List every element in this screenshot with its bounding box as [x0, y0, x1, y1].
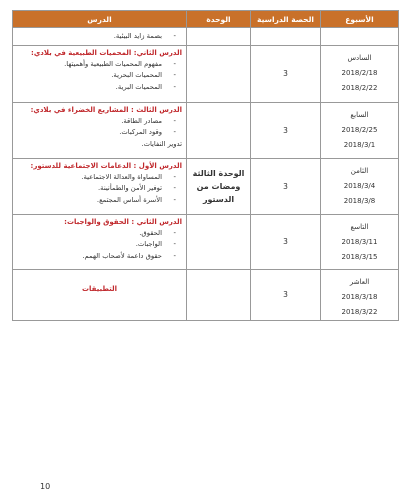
- sessions-cell: 3: [251, 158, 321, 214]
- unit-header: الوحدة: [187, 11, 251, 28]
- unit-cell: [187, 214, 251, 269]
- week-name: العاشر: [349, 277, 370, 286]
- week-start-date: 2018/3/4: [343, 181, 376, 190]
- lessons-header: الدرس: [13, 11, 187, 28]
- week-start-date: 2018/2/18: [341, 68, 378, 77]
- unit-cell: [187, 269, 251, 320]
- lesson-items: [17, 59, 182, 94]
- week-end-date: 2018/2/22: [341, 83, 378, 92]
- list-item: تدوير النفايات.: [141, 139, 182, 148]
- week-cell: [321, 102, 399, 158]
- sessions-header: الحصة الدراسية: [251, 11, 321, 28]
- sessions-cell: 3: [251, 269, 321, 320]
- lesson-title: الدرس الثاني: المحميات الطبيعية في بلادي:: [31, 48, 182, 57]
- lesson-title: الدرس الثاني : الحقوق والواجبات:: [64, 217, 182, 226]
- list-item: - الأسرة أساس المجتمع.: [17, 195, 182, 207]
- week-name: التاسع: [350, 222, 369, 231]
- week-end-date: 2018/3/1: [343, 140, 376, 149]
- list-item: - حقوق داعمة لأصحاب الهمم.: [17, 251, 182, 263]
- applications-label: التطبيقات: [81, 284, 118, 293]
- curriculum-table: [12, 10, 399, 321]
- lessons-cell: [13, 28, 187, 46]
- unit-cell: [187, 45, 251, 102]
- header-row: [13, 11, 399, 28]
- lesson-title: الدرس الثالث : المشاريع الخضراء في بلادي:: [30, 105, 182, 114]
- table-row: [13, 269, 399, 320]
- lessons-cell: [13, 214, 187, 269]
- week-cell: [321, 214, 399, 269]
- table-row: [13, 28, 399, 46]
- page-number: 10: [40, 482, 51, 491]
- sessions-cell: 3: [251, 214, 321, 269]
- lessons-cell: [13, 269, 187, 320]
- table-row: [13, 158, 399, 214]
- list-item: - بصمة زايد البيئية.: [17, 31, 182, 43]
- week-header: الأسبوع: [321, 11, 399, 28]
- week-cell: [321, 45, 399, 102]
- lesson-items: [17, 172, 182, 207]
- list-item: - المساواة والعدالة الاجتماعية.: [17, 172, 182, 184]
- lesson-title: الدرس الأول : الدعامات الاجتماعية للدستور:: [30, 161, 182, 170]
- sessions-cell: 3: [251, 102, 321, 158]
- list-item: - الواجبات.: [17, 239, 182, 251]
- unit-cell: [187, 102, 251, 158]
- table-row: [13, 214, 399, 269]
- week-name: الثامن: [350, 166, 369, 175]
- list-item: - مفهوم المحميات الطبيعية وأهميتها.: [17, 59, 182, 71]
- week-name: السادس: [347, 53, 372, 62]
- unit-cell: الوحدة الثالثة ومضات من الدستور: [187, 158, 251, 214]
- week-start-date: 2018/3/11: [341, 237, 378, 246]
- week-end-date: 2018/3/15: [341, 252, 378, 261]
- list-item: - وقود المركبات.: [17, 127, 182, 139]
- list-item: - المحميات البرية.: [17, 82, 182, 94]
- list-item: - توفير الأمن والطمأنينة.: [17, 183, 182, 195]
- unit-cell: [187, 28, 251, 46]
- lesson-items: [17, 116, 182, 151]
- list-item: - المحميات البحرية.: [17, 70, 182, 82]
- table-row: [13, 102, 399, 158]
- list-item: - الحقوق.: [17, 228, 182, 240]
- week-name: السابع: [350, 110, 369, 119]
- lessons-cell: [13, 158, 187, 214]
- week-cell: [321, 158, 399, 214]
- lessons-cell: [13, 45, 187, 102]
- table-row: [13, 45, 399, 102]
- list-item: - مصادر الطاقة.: [17, 116, 182, 128]
- week-start-date: 2018/2/25: [341, 125, 378, 134]
- sessions-cell: [251, 28, 321, 46]
- sessions-cell: 3: [251, 45, 321, 102]
- week-end-date: 2018/3/8: [343, 196, 376, 205]
- lesson-items: [17, 228, 182, 263]
- lessons-cell: [13, 102, 187, 158]
- lesson-items: [17, 31, 182, 43]
- week-start-date: 2018/3/18: [341, 292, 378, 301]
- week-end-date: 2018/3/22: [341, 307, 378, 316]
- week-cell: [321, 269, 399, 320]
- week-cell: [321, 28, 399, 46]
